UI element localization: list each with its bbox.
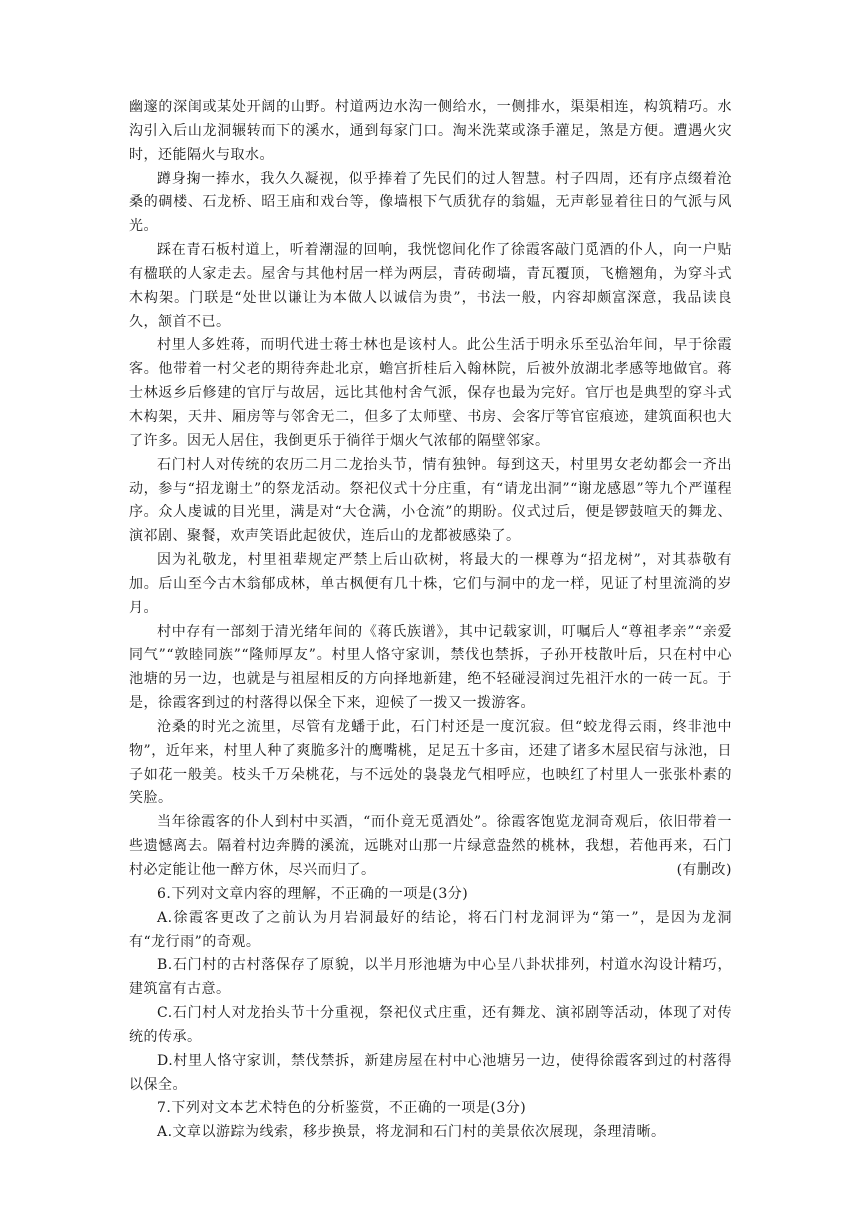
question-option: C.石门村人对龙抬头节十分重视，祭祀仪式庄重，还有舞龙、演祁剧等活动，体现了对传统的传承。 (129, 1005, 732, 1045)
question-option: A.徐霞客更改了之前认为月岩洞最好的结论，将石门村龙洞评为“第一”，是因为龙洞有“龙行雨”的奇观。 (129, 909, 732, 950)
source-note: (有删改) (676, 862, 732, 878)
paragraph: 村中存有一部刻于清光绪年间的《蒋氏族谱》，其中记载家训，叮嘱后人“尊祖孝亲”“亲爱同气”“敦睦同族”“隆师厚友”。村里人恪守家训，禁伐也禁拆，子孙开枝散叶后，只在村中心池塘的另一边，也就是与祖屋相反的方向择地新建，绝不轻碰浸润过先祖汗水的一砖一瓦。于是，徐霞客到过的村落得以保全下来，迎候了一拨又一拨游客。 (129, 623, 732, 712)
question-option: B.石门村的古村落保存了原貌，以半月形池塘为中心呈八卦状排列，村道水沟设计精巧，建筑富有古意。 (129, 957, 732, 998)
paragraph: 蹲身掬一捧水，我久久凝视，似乎捧着了先民们的过人智慧。村子四周，还有序点缀着沧桑的碉楼、石龙桥、昭王庙和戏台等，像墙根下气质犹存的翁媪，无声彰显着往日的气派与风光。 (129, 170, 732, 235)
paragraph: 沧桑的时光之流里，尽管有龙蟠于此，石门村还是一度沉寂。但“蛟龙得云雨，终非池中物”，近年来，村里人种了爽脆多汁的鹰嘴桃，足足五十多亩，还建了诸多木屋民宿与泳池，日子如花一般美。枝头千万朵桃花，与不远处的袅袅龙气相呼应，也映红了村里人一张张朴素的笑脸。 (129, 718, 732, 807)
paragraph: 村里人多姓蒋，而明代进士蒋士林也是该村人。此公生活于明永乐至弘治年间，早于徐霞客。他带着一村父老的期待奔赴北京，蟾宫折桂后入翰林院，后被外放湖北孝感等地做官。蒋士林返乡后修建的官厅与故居，远比其他村舍气派，保存也最为完好。官厅也是典型的穿斗式木构架，天井、厢房等与邻舍无二，但多了太师壁、书房、会客厅等官宦痕迹，建筑面积也大了许多。因无人居住，我倒更乐于徜徉于烟火气浓郁的隔壁邻家。 (129, 337, 732, 449)
paragraph-continued: 幽邃的深闺或某处开阔的山野。村道两边水沟一侧给水，一侧排水，渠渠相连，构筑精巧。水沟引入后山龙洞辗转而下的溪水，通到每家门口。淘米洗菜或涤手灌足，煞是方便。遭遇火灾时，还能隔火与取水。 (129, 99, 732, 163)
paragraph: 因为礼敬龙，村里祖辈规定严禁上后山砍树，将最大的一棵尊为“招龙树”，对其恭敬有加。后山至今古木翁郁成林，单古枫便有几十株，它们与洞中的龙一样，见证了村里流淌的岁月。 (129, 552, 732, 616)
paragraph: 踩在青石板村道上，听着潮湿的回响，我恍惚间化作了徐霞客敲门觅酒的仆人，向一户贴有楹联的人家走去。屋舍与其他村居一样为两层，青砖砌墙，青瓦覆顶，飞檐翘角，为穿斗式木构架。门联是“处世以谦让为本做人以诚信为贵”，书法一般，内容却颇富深意，我品读良久，颔首不已。 (129, 242, 732, 330)
question-stem: 6.下列对文章内容的理解，不正确的一项是(3分) (157, 885, 469, 902)
paragraph-last (129, 811, 732, 883)
question-option: D.村里人恪守家训，禁伐禁拆，新建房屋在村中心池塘另一边，使得徐霞客到过的村落得以保全。 (129, 1052, 732, 1093)
question-stem: 7.下列对文本艺术特色的分析鉴赏，不正确的一项是(3分) (157, 1100, 527, 1117)
document-body (129, 96, 732, 1145)
question-option: A.文章以游踪为线索，移步换景，将龙洞和石门村的美景依次展现，条理清晰。 (157, 1124, 666, 1141)
paragraph-last-text: 当年徐霞客的仆人到村中买酒，“而仆竟无觅酒处”。徐霞客饱览龙洞奇观后，依旧带着一些遗憾离去。隔着村边奔腾的溪流，远眺对山那一片绿意盎然的桃林，我想，若他再来，石门村必定能让他一醉方休，尽兴而归了。 (129, 814, 732, 878)
paragraph: 石门村人对传统的农历二月二龙抬头节，情有独钟。每到这天，村里男女老幼都会一齐出动，参与“招龙谢土”的祭龙活动。祭祀仪式十分庄重，有“请龙出洞”“谢龙感恩”等九个严谨程序。众人虔诚的目光里，满是对“大仓满，小仓流”的期盼。仪式过后，便是锣鼓喧天的舞龙、演祁剧、聚餐，欢声笑语此起彼伏，连后山的龙都被感染了。 (129, 456, 732, 545)
